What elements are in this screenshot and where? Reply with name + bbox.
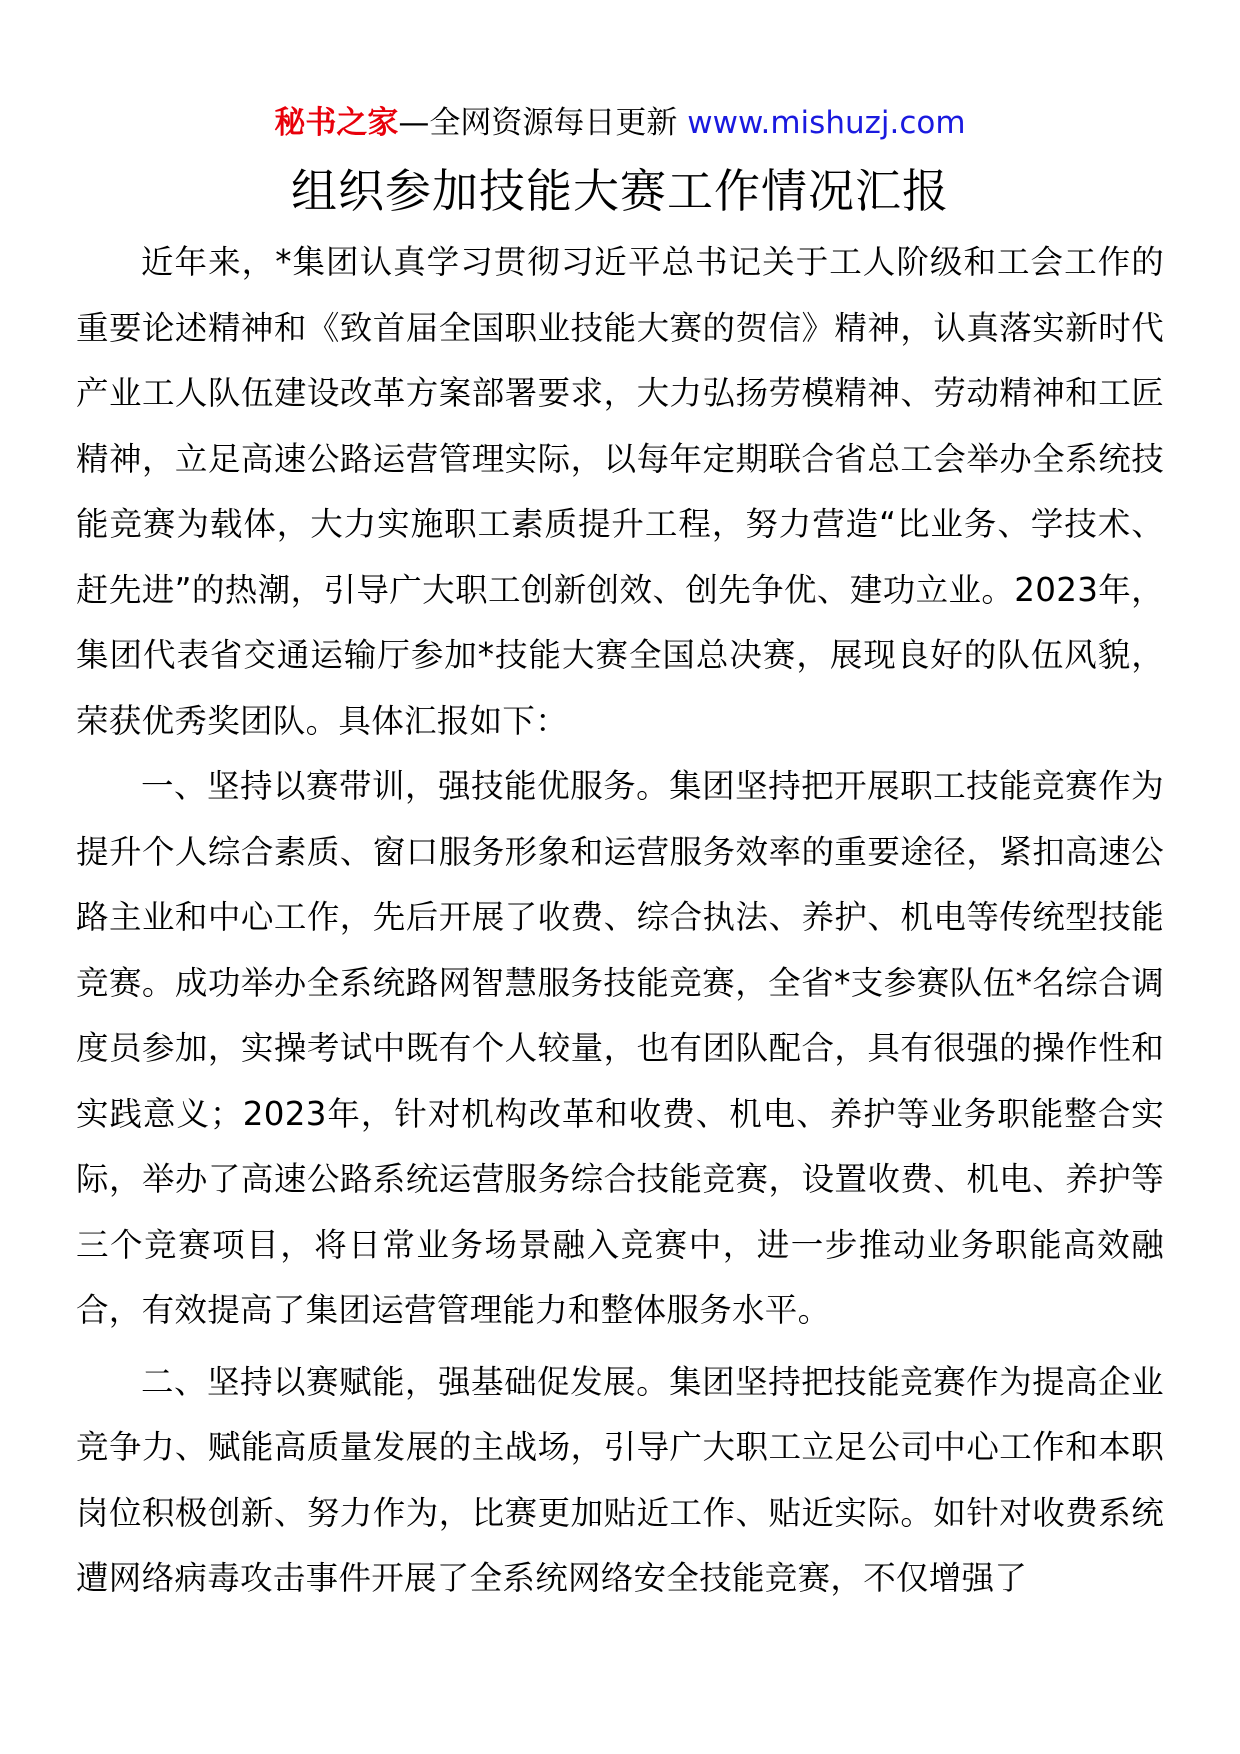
header-tagline: —全网资源每日更新 <box>398 105 678 141</box>
section-1-text: 集团坚持把开展职工技能竞赛作为提升个人综合素质、窗口服务形象和运营服务效率的重要途径，紧扣高速公路主业和中心工作，先后开展了收费、综合执法、养护、机电等传统型技能竞赛。成功举办全系统路网智慧服务技能竞赛，全省*支参赛队伍*名综合调度员参加，实操考试中既有个人较量，也有团队配合，具有很强的操作性和实践意义；2023年，针对机构改革和收费、机电、养护等业务职能整合实际，举办了高速公路系统运营服务综合技能竞赛，设置收费、机电、养护等三个竞赛项目，将日常业务场景融入竞赛中，进一步推动业务职能高效融合，有效提高了集团运营管理能力和整体服务水平。 <box>76 767 1164 1329</box>
paragraph-intro <box>76 230 1164 754</box>
paragraph-intro-text: 近年来，*集团认真学习贯彻习近平总书记关于工人阶级和工会工作的重要论述精神和《致首届全国职业技能大赛的贺信》精神，认真落实新时代产业工人队伍建设改革方案部署要求，大力弘扬劳模精神、劳动精神和工匠精神，立足高速公路运营管理实际，以每年定期联合省总工会举办全系统技能竞赛为载体，大力实施职工素质提升工程，努力营造“比业务、学技术、赶先进”的热潮，引导广大职工创新创效、创先争优、建功立业。2023年，集团代表省交通运输厅参加*技能大赛全国总决赛，展现良好的队伍风貌，荣获优秀奖团队。具体汇报如下： <box>76 243 1164 740</box>
paragraph-section-2 <box>76 1350 1164 1612</box>
section-2-text: 集团坚持把技能竞赛作为提高企业竞争力、赋能高质量发展的主战场，引导广大职工立足公司中心工作和本职岗位积极创新、努力作为，比赛更加贴近工作、贴近实际。如针对收费系统遭网络病毒攻击事件开展了全系统网络安全技能竞赛，不仅增强了 <box>76 1362 1164 1597</box>
site-header <box>76 100 1164 146</box>
paragraph-section-1 <box>76 754 1164 1344</box>
section-2-heading: 二、坚持以赛赋能，强基础促发展。 <box>141 1362 670 1401</box>
section-1-heading: 一、坚持以赛带训，强技能优服务。 <box>141 767 670 805</box>
document-title: 组织参加技能大赛工作情况汇报 <box>291 164 949 218</box>
site-url[interactable]: www.mishuzj.com <box>687 105 966 141</box>
brand-name: 秘书之家 <box>274 105 399 141</box>
